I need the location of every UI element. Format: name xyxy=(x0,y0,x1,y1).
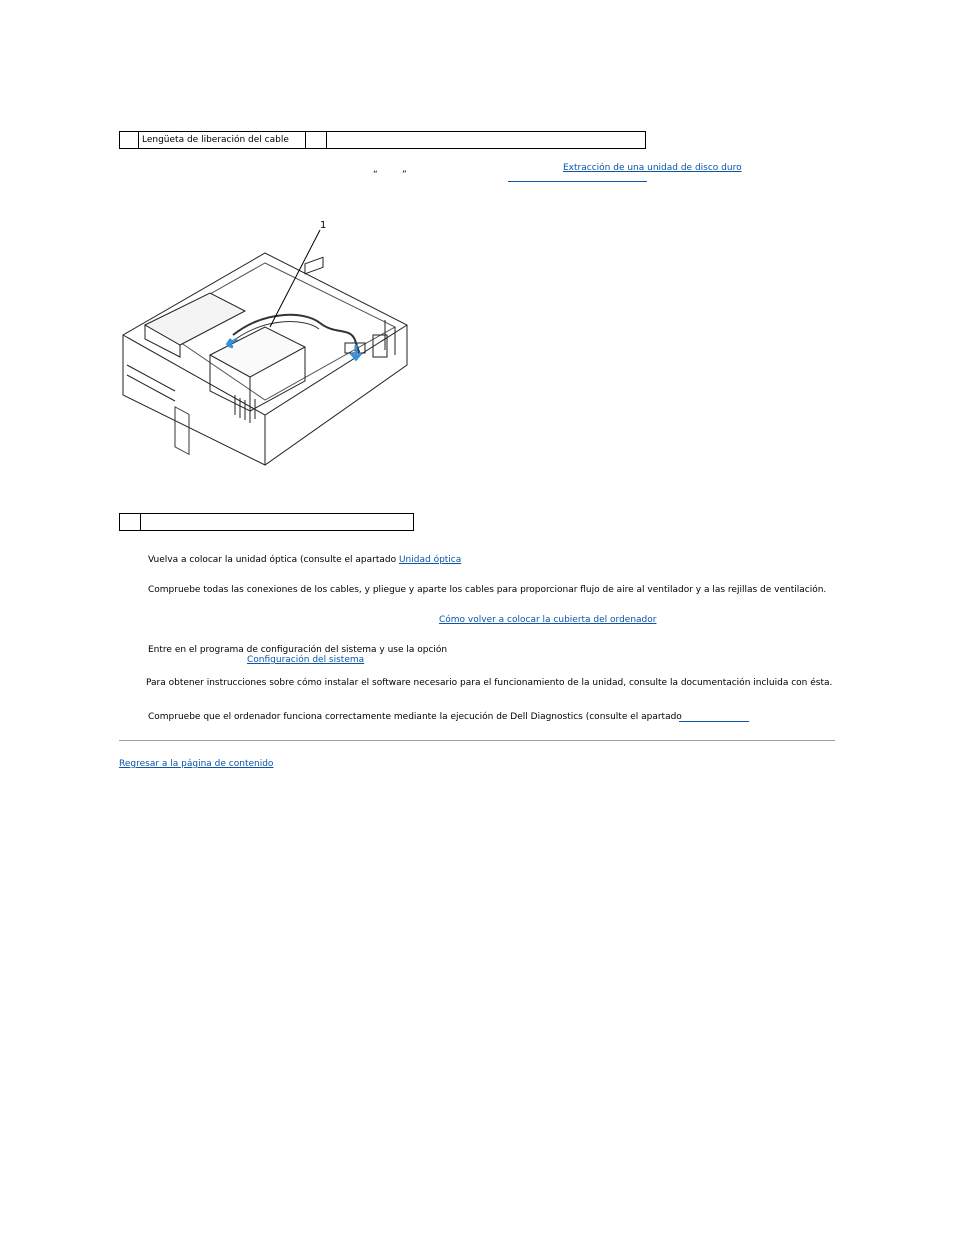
step-run-diagnostics: Compruebe que el ordenador funciona correctamente mediante la ejecución de Dell Diagnostics (consulte el apartado xyxy=(148,712,682,722)
legend-table-top xyxy=(119,131,646,149)
legend-label xyxy=(141,514,414,531)
software-note: Para obtener instrucciones sobre cómo instalar el software necesario para el funcionamiento de la unidad, consulte la documentación incluida con ésta. xyxy=(146,678,833,688)
computer-illustration xyxy=(115,215,415,475)
legend-table-bottom xyxy=(119,513,414,531)
system-setup-link[interactable]: Configuración del sistema xyxy=(247,655,365,665)
diagnostics-link-underline[interactable] xyxy=(679,721,749,722)
optical-drive-link[interactable]: Unidad óptica xyxy=(398,555,462,565)
step-setup-text: Entre en el programa de configuración del sistema y use la opción xyxy=(148,645,448,655)
computer-drawing xyxy=(115,215,415,475)
legend-label: Lengüeta de liberación del cable xyxy=(139,132,306,149)
figure-callout: 1 xyxy=(320,220,327,231)
back-to-contents-link[interactable]: Regresar a la página de contenido xyxy=(119,759,274,769)
quote-close: ” xyxy=(402,170,407,180)
hard-drive-removal-link[interactable]: Extracción de una unidad de disco duro xyxy=(563,163,742,173)
link-underline xyxy=(508,181,647,182)
horizontal-rule xyxy=(119,740,835,741)
quote-open: “ xyxy=(373,170,378,180)
legend-label xyxy=(327,132,646,149)
step-text: Vuelva a colocar la unidad óptica (consulte el apartado xyxy=(148,555,399,565)
step-reinstall-optical xyxy=(148,555,461,565)
legend-number xyxy=(306,132,327,149)
step-check-cables: Compruebe todas las conexiones de los cables, y pliegue y aparte los cables para proporcionar flujo de aire al ventilador y a las rejillas de ventilación. xyxy=(148,585,827,595)
legend-number xyxy=(120,514,141,531)
replace-cover-link[interactable]: Cómo volver a colocar la cubierta del ordenador xyxy=(439,615,657,625)
legend-number xyxy=(120,132,139,149)
